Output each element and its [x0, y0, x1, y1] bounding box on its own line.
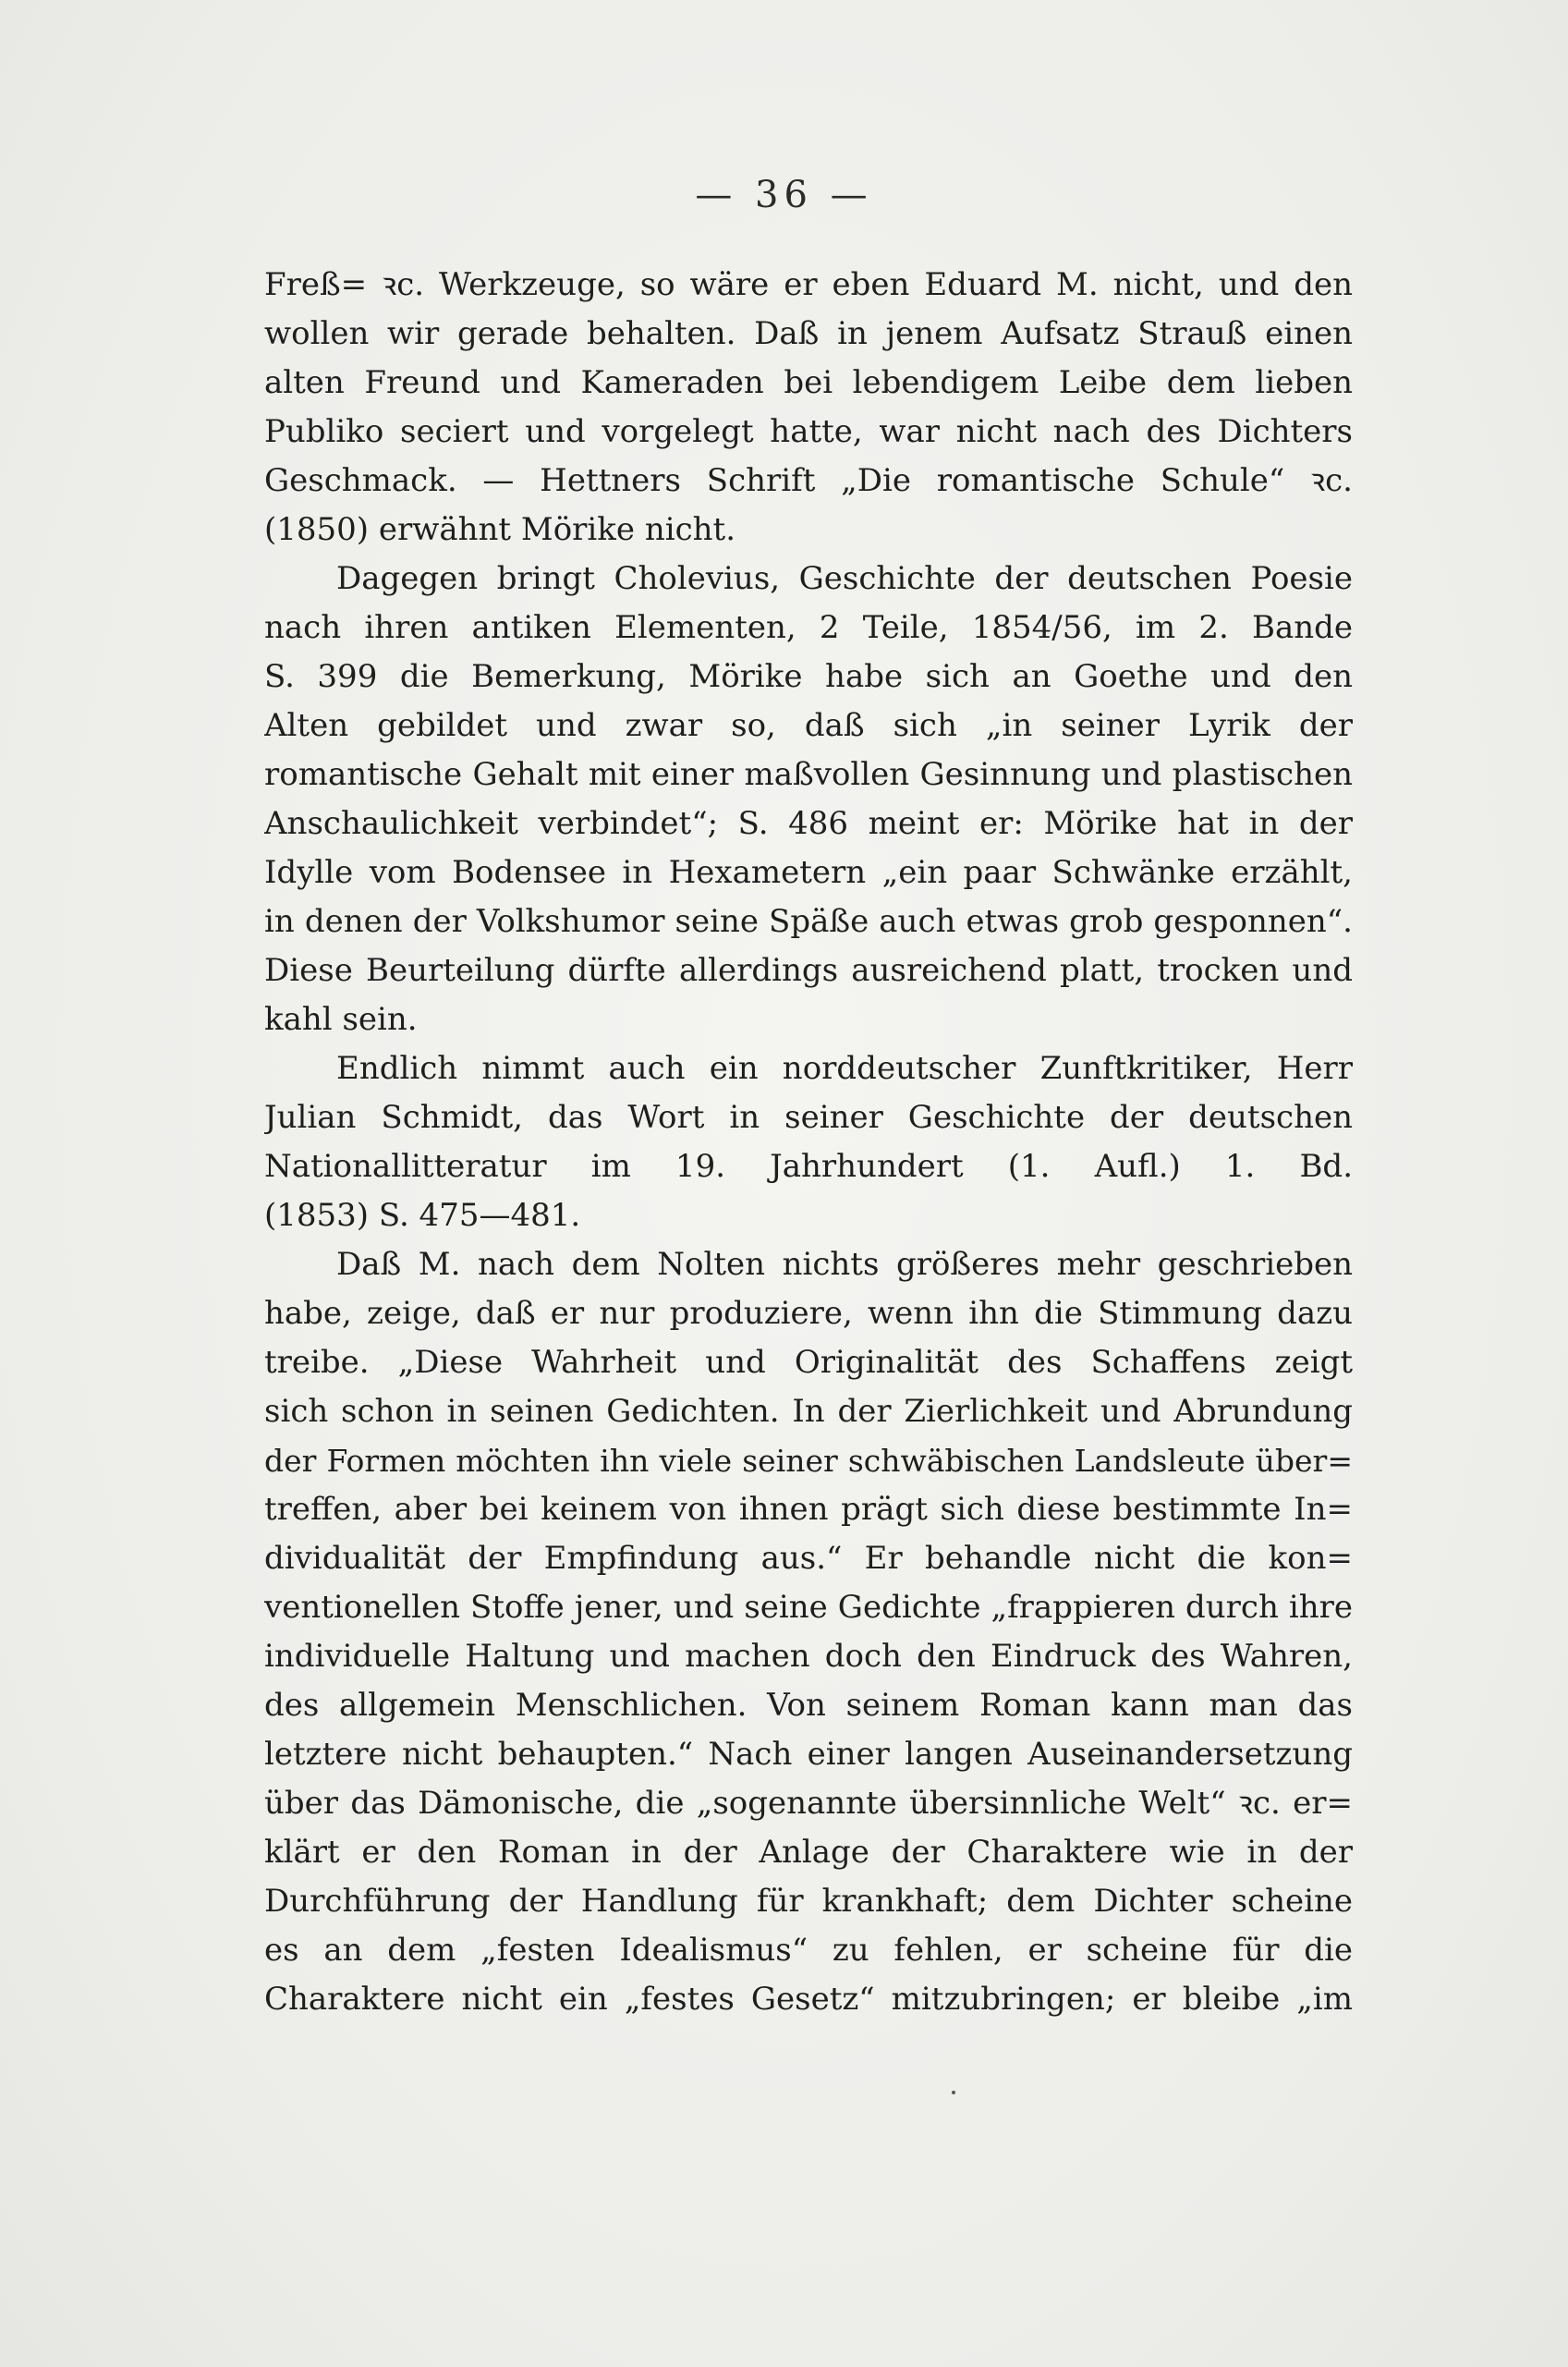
paper-speck [952, 2091, 955, 2094]
text-line: Durchführung der Handlung für krankhaft; dem Dichter scheine [264, 1883, 1353, 1920]
text-line: es an dem „festen Idealismus“ zu fehlen, er scheine für die [264, 1932, 1353, 1969]
text-line: des allgemein Menschlichen. Von seinem Roman kann man das [264, 1687, 1353, 1724]
text-line: letztere nicht behaupten.“ Nach einer langen Auseinandersetzung [264, 1736, 1353, 1773]
text-line: Idylle vom Bodensee in Hexametern „ein paar Schwänke erzählt, [264, 854, 1353, 891]
text-line: sich schon in seinen Gedichten. In der Zierlichkeit und Abrundung [264, 1393, 1353, 1430]
text-line: Publiko seciert und vorgelegt hatte, war nicht nach des Dichters [264, 413, 1353, 450]
text-line: Anschaulichkeit verbindet“; S. 486 meint er: Mörike hat in der [264, 805, 1353, 842]
text-line: Alten gebildet und zwar so, daß sich „in seiner Lyrik der [264, 707, 1353, 744]
text-line: alten Freund und Kameraden bei lebendigem Leibe dem lieben [264, 364, 1353, 401]
text-line: treffen, aber bei keinem von ihnen prägt sich diese bestimmte In= [264, 1491, 1353, 1528]
text-line: über das Dämonische, die „sogenannte übersinnliche Welt“ ꝛc. er= [264, 1785, 1353, 1822]
text-line: treibe. „Diese Wahrheit und Originalität des Schaffens zeigt [264, 1344, 1353, 1381]
text-line: Geschmack. — Hettners Schrift „Die romantische Schule“ ꝛc. [264, 462, 1353, 499]
text-line: Endlich nimmt auch ein norddeutscher Zunftkritiker, Herr [336, 1050, 1353, 1087]
text-line: Dagegen bringt Cholevius, Geschichte der deutschen Poesie [336, 560, 1353, 597]
text-line: kahl sein. [264, 1001, 418, 1038]
text-line: wollen wir gerade behalten. Daß in jenem Aufsatz Strauß einen [264, 315, 1353, 352]
text-line: habe, zeige, daß er nur produziere, wenn ihn die Stimmung dazu [264, 1295, 1353, 1332]
text-line: Daß M. nach dem Nolten nichts größeres mehr geschrieben [336, 1246, 1353, 1283]
text-line: der Formen möchten ihn viele seiner schwäbischen Landsleute über= [264, 1443, 1353, 1479]
text-line: Diese Beurteilung dürfte allerdings ausreichend platt, trocken und [264, 952, 1353, 989]
text-line: Nationallitteratur im 19. Jahrhundert (1. Aufl.) 1. Bd. [264, 1148, 1353, 1185]
text-line: klärt er den Roman in der Anlage der Charaktere wie in der [264, 1834, 1353, 1871]
text-line: nach ihren antiken Elementen, 2 Teile, 1854/56, im 2. Bande [264, 609, 1353, 646]
text-line: romantische Gehalt mit einer maßvollen Gesinnung und plastischen [264, 756, 1353, 793]
text-line: Julian Schmidt, das Wort in seiner Geschichte der deutschen [264, 1099, 1353, 1136]
text-line: (1853) S. 475—481. [264, 1197, 581, 1234]
text-line: dividualität der Empfindung aus.“ Er behandle nicht die kon= [264, 1540, 1353, 1577]
text-line: Charaktere nicht ein „festes Gesetz“ mitzubringen; er bleibe „im [264, 1981, 1353, 2018]
text-line: (1850) erwähnt Mörike nicht. [264, 511, 735, 548]
body-text [264, 261, 1353, 2024]
text-line: Freß= ꝛc. Werkzeuge, so wäre er eben Eduard M. nicht, und den [264, 266, 1353, 303]
page-number: — 36 — [695, 174, 873, 216]
text-line: individuelle Haltung und machen doch den Eindruck des Wahren, [264, 1638, 1353, 1675]
text-line: S. 399 die Bemerkung, Mörike habe sich an Goethe und den [264, 658, 1353, 695]
text-line: ventionellen Stoffe jener, und seine Gedichte „frappieren durch ihre [264, 1589, 1353, 1626]
text-line: in denen der Volkshumor seine Späße auch etwas grob gesponnen“. [264, 903, 1353, 940]
